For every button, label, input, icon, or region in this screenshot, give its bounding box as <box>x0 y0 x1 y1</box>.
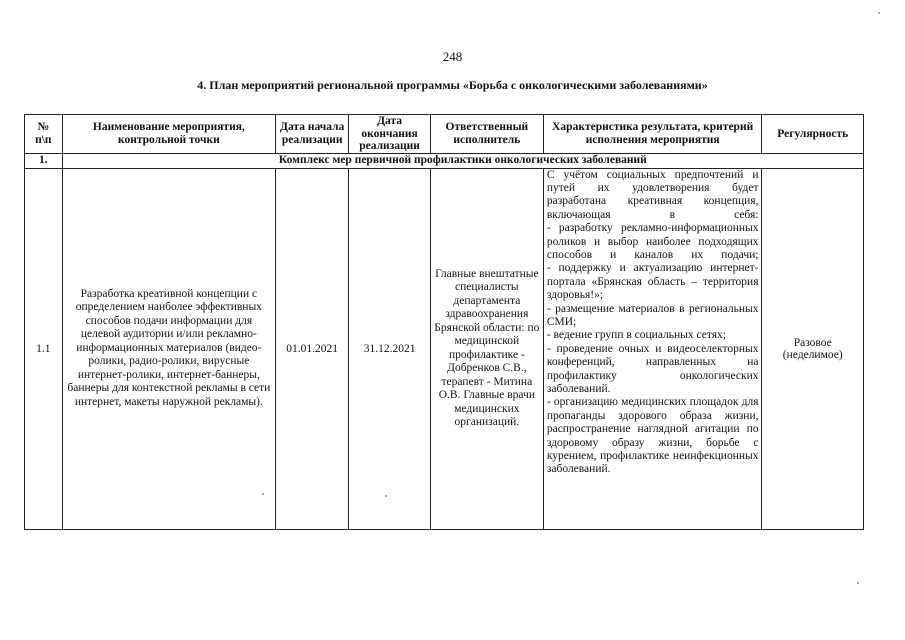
table-header-row <box>25 115 864 154</box>
result-description <box>543 168 762 529</box>
header-responsible: Ответственный исполнитель <box>430 115 543 154</box>
page-number: 248 <box>442 49 463 64</box>
activity-name: Разработка креативной концепции с определением наиболее эффективных способов подачи информации для целевой аудитории и/или рекламно-информационных материалов (видео-ролики, радио-ролики, вирусные интернет-ролики, интернет-баннеры, баннеры для контекстной рекламы в сети интернет, макеты наружной рекламы). <box>62 168 275 529</box>
table-row <box>25 168 864 529</box>
plan-table <box>24 114 864 530</box>
section-title: Комплекс мер первичной профилактики онкологических заболеваний <box>62 153 863 168</box>
result-paragraph: - проведение очных и видеоселекторных конференций, направленных на профилактику онкологических заболеваний. <box>546 342 759 395</box>
result-paragraph: - организацию медицинских площадок для пропаганды здорового образа жизни, распространение наглядной агитации по здоровому образу жизни, борьбе с курением, профилактике неинфекционных заболеваний. <box>546 396 759 476</box>
header-num: № п\п <box>25 115 63 154</box>
responsible-executor: Главные внештатные специалисты департамента здравоохранения Брянской области: по медицинской профилактике - Добренков С.В., терапевт - Митина О.В. Главные врачи медицинских организаций. <box>430 168 543 529</box>
scan-speck <box>262 493 264 495</box>
scan-speck <box>878 12 880 14</box>
result-paragraph: - поддержку и актуализацию интернет-портала «Брянская область – территория здоровья!»; <box>546 262 759 302</box>
result-paragraph: С учётом социальных предпочтений и путей их удовлетворения будет разработана креативная концепция, включающая в себя: <box>546 168 759 221</box>
header-name: Наименование мероприятия, контрольной точки <box>62 115 275 154</box>
regularity: Разовое (неделимое) <box>762 168 864 529</box>
header-start-date: Дата начала реализации <box>276 115 349 154</box>
start-date: 01.01.2021 <box>276 168 349 529</box>
end-date: 31.12.2021 <box>349 168 431 529</box>
document-title: 4. План мероприятий региональной программы «Борьба с онкологическими заболеваниями» <box>197 78 708 92</box>
result-paragraph: - ведение групп в социальных сетях; <box>546 329 726 342</box>
section-num: 1. <box>25 153 63 168</box>
result-paragraph: - размещение материалов в региональных СМИ; <box>546 302 759 328</box>
section-row <box>25 153 864 168</box>
result-paragraph: - разработку рекламно-информационных роликов и выбор наиболее подходящих способов и каналов их подачи; <box>546 222 759 261</box>
scan-speck <box>385 495 387 497</box>
scan-speck <box>857 582 859 584</box>
row-num: 1.1 <box>25 168 63 529</box>
header-regularity: Регулярность <box>762 115 864 154</box>
header-result: Характеристика результата, критерий исполнения мероприятия <box>543 115 762 154</box>
header-end-date: Дата окончания реализации <box>349 115 431 154</box>
